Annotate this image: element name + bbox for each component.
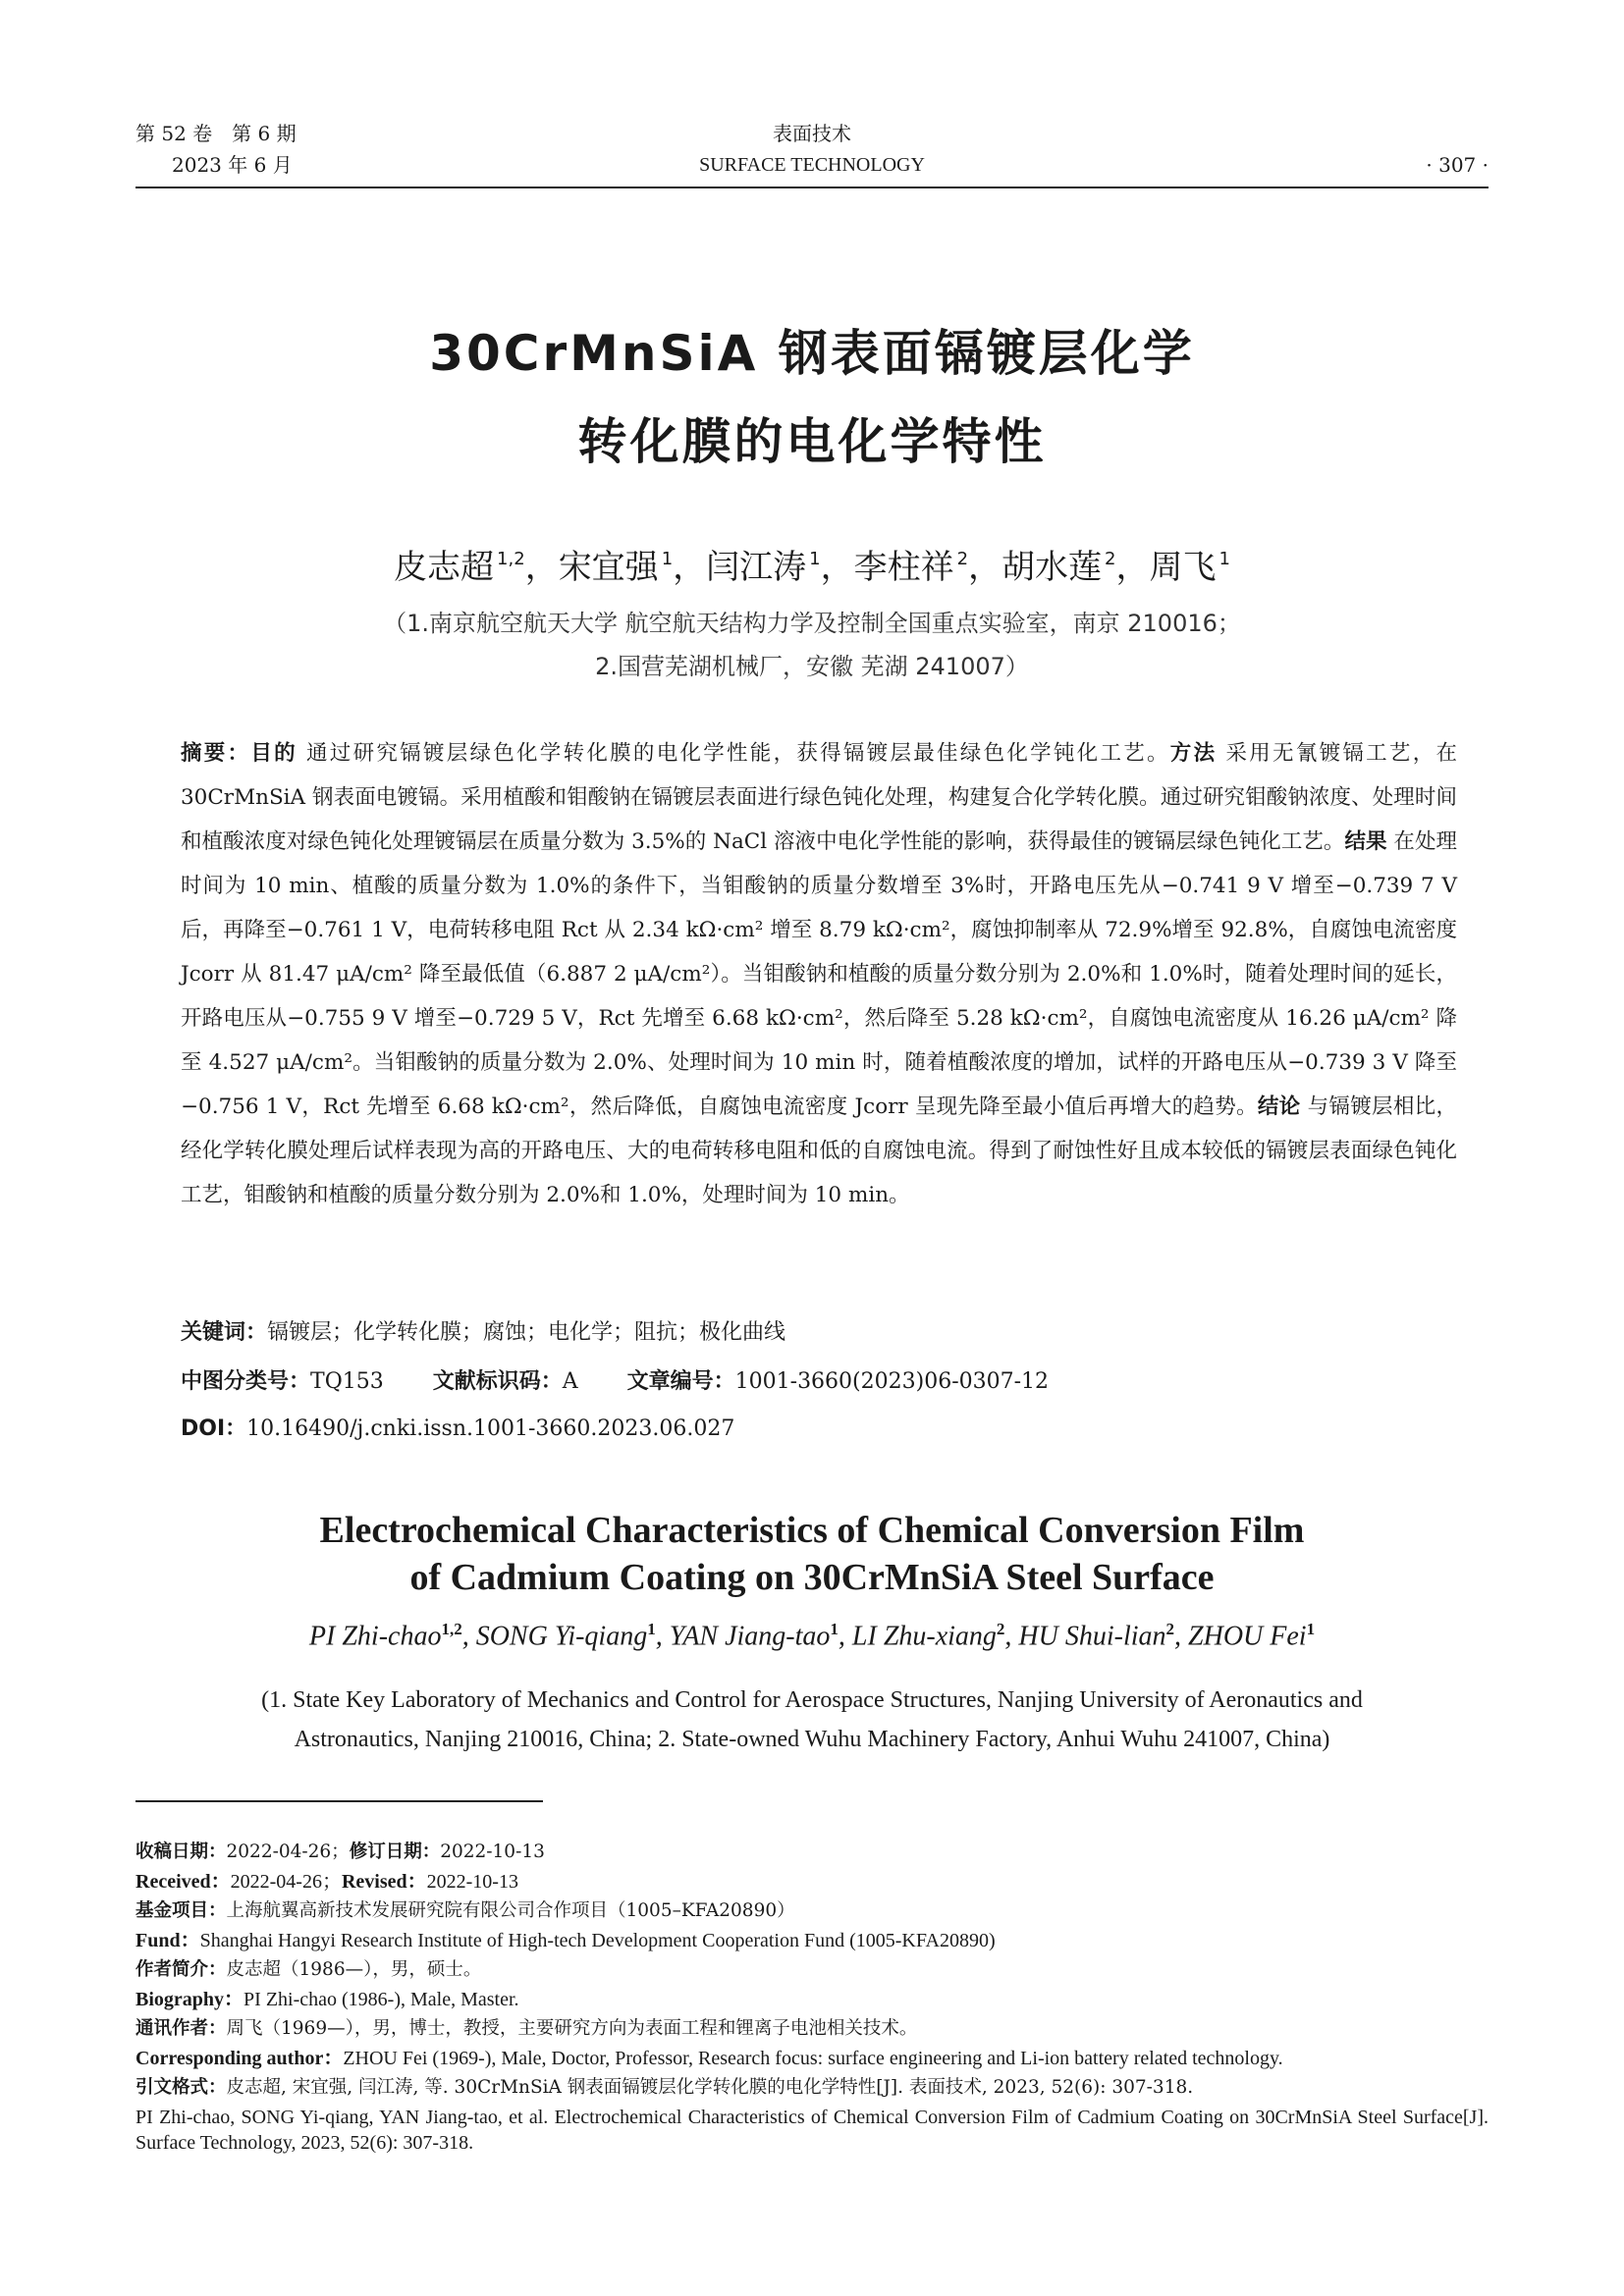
purpose-text: 通过研究镉镀层绿色化学转化膜的电化学性能，获得镉镀层最佳绿色化学钝化工艺。 <box>306 741 1170 766</box>
author-separator: ， <box>673 548 707 587</box>
english-affiliation-line1: (1. State Key Laboratory of Mechanics and Control for Aerospace Structures, Nanjing University of Aeronautics and <box>261 1687 1363 1713</box>
english-author-separator: , <box>1004 1621 1019 1652</box>
results-label: 结果 <box>1344 829 1387 854</box>
article-no-label: 文章编号： <box>626 1369 735 1394</box>
volume-issue: 第 52 卷 第 6 期 <box>135 122 297 145</box>
english-author-name: ZHOU Fei <box>1188 1621 1307 1652</box>
footnote-citation-cn: 引文格式：皮志超, 宋宜强, 闫江涛, 等. 30CrMnSiA 钢表面镉镀层化学转化膜的电化学特性[J]. 表面技术, 2023, 52(6): 307-318. <box>135 2077 1194 2098</box>
doc-code-label: 文献标识码： <box>432 1369 563 1394</box>
doi-label: DOI： <box>181 1416 247 1441</box>
author-name: 闫江涛 <box>706 548 807 587</box>
doc-code-value: A <box>562 1369 578 1394</box>
english-author-name: HU Shui-lian <box>1018 1621 1166 1652</box>
keywords-text: 镉镀层；化学转化膜；腐蚀；电化学；阻抗；极化曲线 <box>267 1320 786 1345</box>
footnote-bio-en: Biography：PI Zhi-chao (1986-), Male, Master. <box>135 1989 519 2010</box>
issue-date: 2023 年 6 月 <box>172 153 293 177</box>
author-name: 周飞 <box>1149 548 1217 587</box>
conclusion-label: 结论 <box>1257 1095 1301 1119</box>
footnote-dates-cn: 收稿日期：2022-04-26；修订日期：2022-10-13 <box>135 1842 545 1862</box>
paper-title-line1: 30CrMnSiA 钢表面镉镀层化学 <box>429 325 1195 382</box>
footnote-fund-cn: 基金项目：上海航翼高新技术发展研究院有限公司合作项目（1005–KFA20890） <box>135 1900 795 1921</box>
english-author-separator: , <box>655 1621 670 1652</box>
author-separator: ， <box>524 548 559 587</box>
english-author-name: SONG Yi-qiang <box>475 1621 648 1652</box>
doi-line <box>181 1412 734 1442</box>
author-list <box>0 540 1624 588</box>
author-affiliation-mark: 2 <box>956 549 969 569</box>
keywords-label: 关键词： <box>181 1320 268 1345</box>
paper-title-line2: 转化膜的电化学特性 <box>577 413 1047 470</box>
footnote-dates-en: Received：2022-04-26；Revised：2022-10-13 <box>135 1871 518 1893</box>
english-author-affiliation-mark: 1,2 <box>441 1620 462 1638</box>
english-author-separator: , <box>1174 1621 1189 1652</box>
conclusion-text: 与镉镀层相比，经化学转化膜处理后试样表现为高的开路电压、大的电荷转移电阻和低的自腐蚀电流。得到了耐蚀性好且成本较低的镉镀层表面绿色钝化工艺，钼酸钠和植酸的质量分数分别为 2.0%和 1.0%，处理时间为 10 min。 <box>181 1095 1457 1207</box>
english-author-name: LI Zhu-xiang <box>851 1621 997 1652</box>
author-affiliation-mark: 2 <box>1105 549 1116 569</box>
affiliation-line2: 2.国营芜湖机械厂，安徽 芜湖 241007） <box>595 653 1029 680</box>
abstract-label: 摘要： <box>181 741 251 766</box>
author-affiliation-mark: 1 <box>661 549 674 569</box>
english-author-affiliation-mark: 1 <box>647 1620 656 1638</box>
english-author-separator: , <box>838 1621 852 1652</box>
english-author-affiliation-mark: 2 <box>1165 1620 1175 1638</box>
abstract <box>181 731 1457 1217</box>
footnote-bio-cn: 作者简介：皮志超（1986—），男，硕士。 <box>135 1959 482 1980</box>
english-author-separator: , <box>461 1621 476 1652</box>
affiliation-line1: （1.南京航空航天大学 航空航天结构力学及控制全国重点实验室，南京 210016； <box>383 610 1241 637</box>
footnote-rule <box>135 1800 543 1802</box>
footnote-corresponding-cn: 通讯作者：周飞（1969—），男，博士，教授，主要研究方向为表面工程和锂离子电池相关技术。 <box>135 2018 918 2039</box>
clc-label: 中图分类号： <box>181 1369 311 1394</box>
doi-value: 10.16490/j.cnki.issn.1001-3660.2023.06.027 <box>246 1416 735 1441</box>
journal-name-en: SURFACE TECHNOLOGY <box>699 154 925 176</box>
keywords-line <box>181 1315 785 1346</box>
english-title-line1: Electrochemical Characteristics of Chemical Conversion Film <box>319 1510 1305 1551</box>
english-author-name: YAN Jiang-tao <box>669 1621 831 1652</box>
author-separator: ， <box>968 548 1002 587</box>
methods-text: 采用无氰镀镉工艺，在 30CrMnSiA 钢表面电镀镉。采用植酸和钼酸钠在镉镀层表面进行绿色钝化处理，构建复合化学转化膜。通过研究钼酸钠浓度、处理时间和植酸浓度对绿色钝化处理镀镉层在质量分数为 3.5%的 NaCl 溶液中电化学性能的影响，获得最佳的镀镉层绿色钝化工艺。 <box>181 741 1457 854</box>
footnote-fund-en: Fund：Shanghai Hangyi Research Institute of High-tech Development Cooperation Fund (1005-KFA20890) <box>135 1930 996 1951</box>
methods-label: 方法 <box>1169 741 1218 766</box>
author-affiliation-mark: 1,2 <box>497 549 525 569</box>
english-title-line2: of Cadmium Coating on 30CrMnSiA Steel Surface <box>409 1557 1215 1598</box>
author-name: 皮志超 <box>394 548 495 587</box>
english-author-list <box>0 1620 1624 1652</box>
english-affiliation-line2: Astronautics, Nanjing 210016, China; 2. State-owned Wuhu Machinery Factory, Anhui Wuhu 241007, China) <box>294 1727 1330 1752</box>
journal-name-cn: 表面技术 <box>773 122 851 145</box>
author-separator: ， <box>820 548 854 587</box>
author-name: 胡水莲 <box>1001 548 1103 587</box>
english-author-affiliation-mark: 1 <box>1306 1620 1316 1638</box>
english-author-affiliation-mark: 2 <box>996 1620 1005 1638</box>
header-rule <box>135 187 1489 188</box>
footnote-corresponding-en: Corresponding author：ZHOU Fei (1969-), Male, Doctor, Professor, Research focus: surface engineering and Li-ion battery related technology. <box>135 2048 1283 2069</box>
page-number: · 307 · <box>1426 153 1489 177</box>
author-separator: ， <box>1115 548 1150 587</box>
english-author-name: PI Zhi-chao <box>308 1621 442 1652</box>
purpose-label: 目的 <box>250 741 298 766</box>
classification-line <box>181 1364 1049 1395</box>
author-affiliation-mark: 1 <box>809 549 821 569</box>
author-name: 宋宜强 <box>558 548 659 587</box>
footnote-citation-en: PI Zhi-chao, SONG Yi-qiang, YAN Jiang-tao, et al. Electrochemical Characteristics of Chemical Conversion Film of Cadmium Coating on 30CrMnSiA Steel Surface[J]. Surface Technology, 2023, 52(6): 307-318. <box>135 2107 1489 2154</box>
author-affiliation-mark: 1 <box>1218 549 1230 569</box>
article-no-value: 1001-3660(2023)06-0307-12 <box>734 1369 1050 1394</box>
author-name: 李柱祥 <box>853 548 954 587</box>
clc-value: TQ153 <box>310 1369 384 1394</box>
results-text: 在处理时间为 10 min、植酸的质量分数为 1.0%的条件下，当钼酸钠的质量分数增至 3%时，开路电压先从−0.741 9 V 增至−0.739 7 V 后，再降至−0.761 1 V，电荷转移电阻 Rct 从 2.34 kΩ·cm² 增至 8.79 kΩ·cm²，腐蚀抑制率从 72.9%增至 92.8%，自腐蚀电流密度 Jcorr 从 81.47 μA/cm² 降至最低值（6.887 2 μA/cm²）。当钼酸钠和植酸的质量分数分别为 2.0%和 1.0%时，随着处理时间的延长，开路电压从−0.755 9 V 增至−0.729 5 V，Rct 先增至 6.68 kΩ·cm²，然后降至 5.28 kΩ·cm²，自腐蚀电流密度从 16.26 μA/cm² 降至 4.527 μA/cm²。当钼酸钠的质量分数为 2.0%、处理时间为 10 min 时，随着植酸浓度的增加，试样的开路电压从−0.739 3 V 降至−0.756 1 V，Rct 先增至 6.68 kΩ·cm²，然后降低，自腐蚀电流密度 Jcorr 呈现先降至最小值后再增大的趋势。 <box>181 829 1457 1119</box>
english-author-affiliation-mark: 1 <box>830 1620 839 1638</box>
